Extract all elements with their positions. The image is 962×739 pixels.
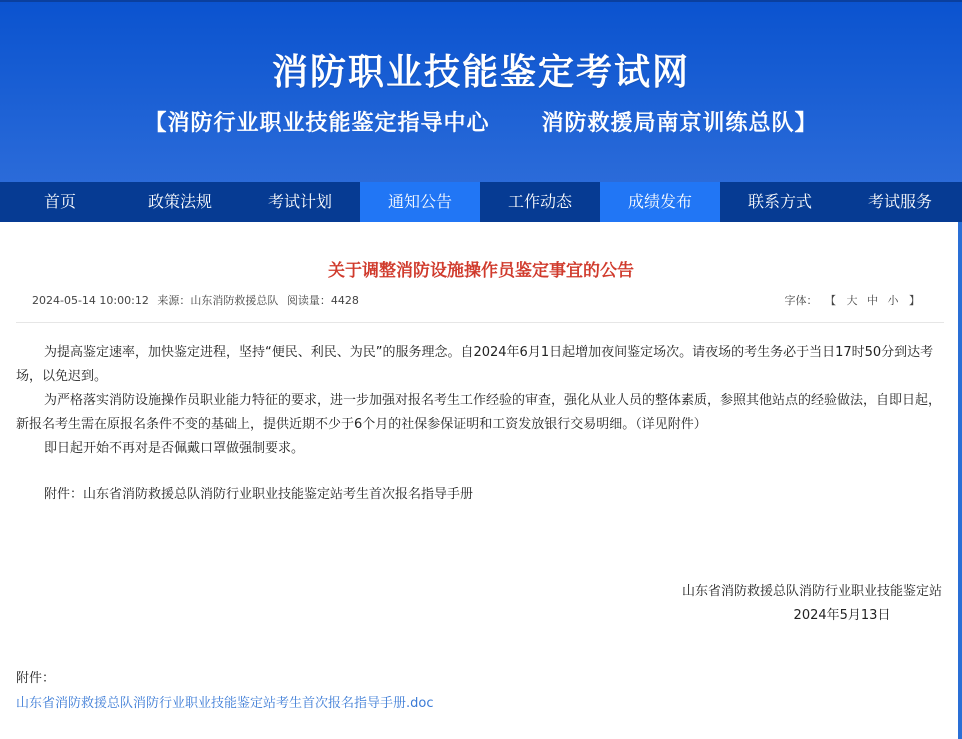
site-title: 消防职业技能鉴定考试网 xyxy=(271,52,690,93)
nav-item-home[interactable]: 首页 xyxy=(43,192,76,211)
nav-item-policy[interactable]: 政策法规 xyxy=(147,192,212,211)
signature-block xyxy=(642,580,942,628)
font-small-button[interactable]: 小 xyxy=(887,294,899,307)
site-banner xyxy=(0,2,962,182)
meta-divider xyxy=(16,322,944,323)
site-subtitle: 【消防行业职业技能鉴定指导中心 消防救援局南京训练总队】 xyxy=(144,111,818,136)
signature-org: 山东省消防救援总队消防行业职业技能鉴定站 xyxy=(681,584,942,599)
article-title: 关于调整消防设施操作员鉴定事宜的公告 xyxy=(328,261,634,281)
nav-item-exam-service[interactable]: 考试服务 xyxy=(867,192,932,211)
main-nav xyxy=(0,182,962,222)
source-label: 来源： xyxy=(157,294,191,307)
close-bracket: 】 xyxy=(909,294,920,307)
nav-item-results[interactable]: 成绩发布 xyxy=(600,182,720,222)
font-size-label: 字体： xyxy=(784,294,818,307)
publish-datetime: 2024-05-14 10:00:12 xyxy=(32,294,149,307)
attachment-note: 附件：山东省消防救援总队消防行业职业技能鉴定站考生首次报名指导手册 xyxy=(44,487,474,502)
attachment-download-link[interactable]: 山东省消防救援总队消防行业职业技能鉴定站考生首次报名指导手册.doc xyxy=(16,696,434,711)
paragraph: 为严格落实消防设施操作员职业能力特征的要求，进一步加强对报名考生工作经验的审查，强化从业人员的整体素质，参照其他站点的经验做法，自即日起，新报名考生需在原报名条件不变的基础上，提供近期不少于6个月的社保参保证明和工资发放银行交易明细。（详见附件） xyxy=(16,393,942,432)
font-medium-button[interactable]: 中 xyxy=(867,294,878,307)
font-size-control xyxy=(785,292,925,308)
nav-item-notices[interactable]: 通知公告 xyxy=(360,182,480,222)
views-count: 4428 xyxy=(330,294,359,307)
right-edge-strip xyxy=(958,222,962,739)
nav-item-exam-plan[interactable]: 考试计划 xyxy=(267,192,332,211)
nav-item-contact[interactable]: 联系方式 xyxy=(747,192,812,211)
nav-item-news[interactable]: 工作动态 xyxy=(507,192,572,211)
source-value: 山东消防救援总队 xyxy=(190,294,279,307)
article-body xyxy=(16,341,944,507)
font-large-button[interactable]: 大 xyxy=(846,294,858,307)
signature-date: 2024年5月13日 xyxy=(793,608,891,623)
open-bracket: 【 xyxy=(825,294,836,307)
article-meta xyxy=(32,292,364,308)
paragraph: 为提高鉴定速率，加快鉴定进程，坚持“便民、利民、为民”的服务理念。自2024年6月1日起增加夜间鉴定场次。请夜场的考生务必于当日17时50分到达考场，以免迟到。 xyxy=(16,345,934,384)
paragraph: 即日起开始不再对是否佩戴口罩做强制要求。 xyxy=(44,441,305,456)
attachments-label: 附件： xyxy=(16,671,56,686)
views-label: 阅读量： xyxy=(286,294,331,307)
